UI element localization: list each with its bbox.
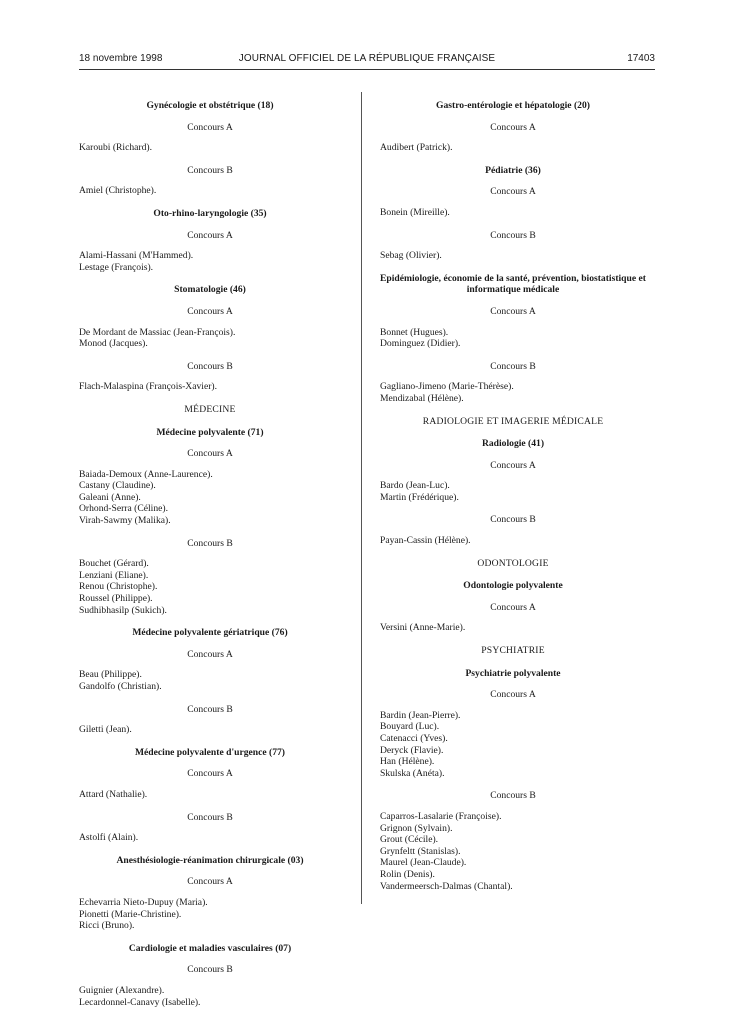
name-entry: Audibert (Patrick).	[380, 142, 453, 154]
name-list	[79, 142, 341, 154]
left-column	[79, 94, 341, 1019]
concours-label: Concours A	[490, 305, 536, 317]
name-entry: Castany (Claudine).	[79, 480, 156, 492]
name-list	[79, 250, 341, 273]
concours-label: Concours A	[187, 448, 233, 460]
concours-label: Concours B	[490, 790, 536, 802]
concours-label: Concours B	[490, 360, 536, 372]
name-entry: Bonnet (Hugues).	[380, 326, 449, 338]
name-entry: Flach-Malaspina (François-Xavier).	[79, 381, 217, 393]
name-entry: Lecardonnel-Canavy (Isabelle).	[79, 996, 201, 1008]
name-list	[380, 622, 646, 634]
name-entry: Versini (Anne-Marie).	[380, 622, 466, 634]
header-rule	[79, 69, 655, 70]
concours-label: Concours B	[187, 360, 233, 372]
name-entry: Skulska (Anéta).	[380, 767, 445, 779]
name-entry: Grynfeltt (Stanislas).	[380, 845, 461, 857]
name-entry: Vandermeersch-Dalmas (Chantal).	[380, 880, 513, 892]
name-entry: Catenacci (Yves).	[380, 733, 448, 744]
name-entry: Bouchet (Gérard).	[79, 558, 149, 570]
specialty-heading: Stomatologie (46)	[174, 284, 246, 296]
name-list	[79, 669, 341, 692]
section-heading: MÉDECINE	[184, 403, 236, 415]
concours-label: Concours B	[187, 164, 233, 176]
name-list	[79, 185, 341, 197]
name-entry: Caparros-Lasalarie (Françoise).	[380, 810, 502, 822]
name-entry: Monod (Jacques).	[79, 338, 148, 350]
name-entry: Grignon (Sylvain).	[380, 822, 453, 834]
name-entry: De Mordant de Massiac (Jean-François).	[79, 326, 236, 338]
concours-label: Concours A	[187, 229, 233, 241]
name-entry: Renou (Christophe).	[79, 581, 158, 593]
name-entry: Gandolfo (Christian).	[79, 681, 162, 692]
concours-label: Concours A	[187, 305, 233, 317]
name-list	[79, 985, 341, 1008]
name-entry: Attard (Nathalie).	[79, 788, 148, 800]
specialty-heading: Médecine polyvalente gériatrique (76)	[132, 627, 288, 639]
name-list	[380, 381, 646, 404]
name-entry: Han (Hélène).	[380, 756, 435, 768]
name-list	[79, 832, 341, 844]
page-header	[79, 53, 655, 69]
specialty-heading: Cardiologie et maladies vasculaires (07)	[128, 942, 292, 954]
name-entry: Ricci (Bruno).	[79, 920, 135, 932]
name-entry: Giletti (Jean).	[79, 724, 132, 736]
name-list	[79, 724, 341, 736]
name-list	[380, 142, 646, 154]
name-entry: Lenziani (Eliane).	[79, 569, 149, 581]
section-heading: PSYCHIATRIE	[481, 645, 545, 657]
name-entry: Maurel (Jean-Claude).	[380, 857, 467, 869]
right-column	[380, 94, 646, 903]
specialty-heading: Pédiatrie (36)	[485, 164, 541, 176]
name-entry: Pionetti (Marie-Christine).	[79, 908, 182, 920]
concours-label: Concours A	[490, 121, 536, 133]
name-entry: Alami-Hassani (M'Hammed).	[79, 250, 194, 262]
concours-label: Concours A	[187, 876, 233, 888]
concours-label: Concours A	[490, 459, 536, 471]
name-list	[380, 710, 646, 780]
specialty-heading: Gastro-entérologie et hépatologie (20)	[436, 100, 590, 111]
name-entry: Beau (Philippe).	[79, 669, 142, 681]
specialty-heading: Epidémiologie, économie de la santé, prévention, biostatistique et informatique médicale	[380, 272, 646, 296]
name-list	[380, 480, 646, 503]
concours-label: Concours A	[490, 601, 536, 613]
name-list	[380, 327, 646, 350]
section-heading: ODONTOLOGIE	[477, 557, 549, 569]
name-entry: Grout (Cécile).	[380, 834, 439, 846]
name-entry: Dominguez (Didier).	[380, 338, 461, 350]
concours-label: Concours B	[187, 964, 233, 976]
specialty-heading: Odontologie polyvalente	[463, 580, 563, 592]
concours-label: Concours A	[490, 186, 536, 198]
name-entry: Galeani (Anne).	[79, 491, 141, 503]
section-heading: RADIOLOGIE ET IMAGERIE MÉDICALE	[422, 415, 604, 427]
name-entry: Baiada-Demoux (Anne-Laurence).	[79, 468, 213, 480]
name-list	[79, 558, 341, 616]
concours-label: Concours B	[187, 703, 233, 715]
name-list	[380, 811, 646, 892]
specialty-heading: Médecine polyvalente (71)	[156, 426, 264, 438]
name-entry: Martin (Frédérique).	[380, 491, 459, 503]
name-entry: Bardin (Jean-Pierre).	[380, 709, 461, 721]
name-entry: Karoubi (Richard).	[79, 142, 152, 154]
name-entry: Bouyard (Luc).	[380, 721, 440, 733]
name-list	[380, 535, 646, 547]
name-list	[79, 327, 341, 350]
specialty-heading: Radiologie (41)	[481, 438, 545, 450]
specialty-heading: Anesthésiologie-réanimation chirurgicale (03)	[116, 854, 304, 866]
concours-label: Concours B	[187, 537, 233, 549]
name-entry: Guignier (Alexandre).	[79, 984, 165, 996]
name-entry: Payan-Cassin (Hélène).	[380, 535, 471, 547]
name-entry: Gagliano-Jimeno (Marie-Thérèse).	[380, 381, 514, 393]
name-list	[380, 207, 646, 219]
concours-label: Concours B	[490, 229, 536, 241]
header-journal-title: JOURNAL OFFICIEL DE LA RÉPUBLIQUE FRANÇAISE	[238, 53, 496, 64]
specialty-heading: Médecine polyvalente d'urgence (77)	[134, 746, 285, 758]
specialty-heading: Psychiatrie polyvalente	[465, 667, 561, 679]
name-entry: Bonein (Mireille).	[380, 206, 450, 218]
name-entry: Roussel (Philippe).	[79, 593, 153, 605]
name-entry: Deryck (Flavie).	[380, 744, 444, 756]
name-list	[380, 250, 646, 262]
concours-label: Concours A	[187, 121, 233, 133]
name-entry: Virah-Sawmy (Malika).	[79, 515, 171, 527]
concours-label: Concours B	[187, 811, 233, 823]
specialty-heading: Oto-rhino-laryngologie (35)	[153, 207, 267, 219]
header-page-number: 17403	[627, 53, 655, 64]
header-date: 18 novembre 1998	[79, 53, 163, 64]
name-list	[79, 789, 341, 801]
concours-label: Concours A	[490, 689, 536, 701]
name-entry: Orhond-Serra (Céline).	[79, 503, 168, 515]
concours-label: Concours A	[187, 768, 233, 780]
name-entry: Bardo (Jean-Luc).	[380, 480, 450, 492]
name-entry: Astolfi (Alain).	[79, 832, 139, 844]
name-entry: Sudhibhasilp (Sukich).	[79, 604, 167, 616]
name-list	[79, 381, 341, 393]
name-entry: Amiel (Christophe).	[79, 185, 157, 197]
name-entry: Rolin (Denis).	[380, 868, 435, 880]
concours-label: Concours A	[187, 648, 233, 660]
column-divider	[361, 92, 362, 904]
specialty-heading: Gynécologie et obstétrique (18)	[146, 100, 274, 111]
name-entry: Sebag (Olivier).	[380, 250, 442, 262]
name-list	[79, 469, 341, 527]
name-entry: Lestage (François).	[79, 261, 154, 273]
name-entry: Echevarria Nieto-Dupuy (Maria).	[79, 896, 208, 908]
concours-label: Concours B	[490, 514, 536, 526]
name-entry: Mendizabal (Hélène).	[380, 392, 464, 404]
name-list	[79, 897, 341, 932]
